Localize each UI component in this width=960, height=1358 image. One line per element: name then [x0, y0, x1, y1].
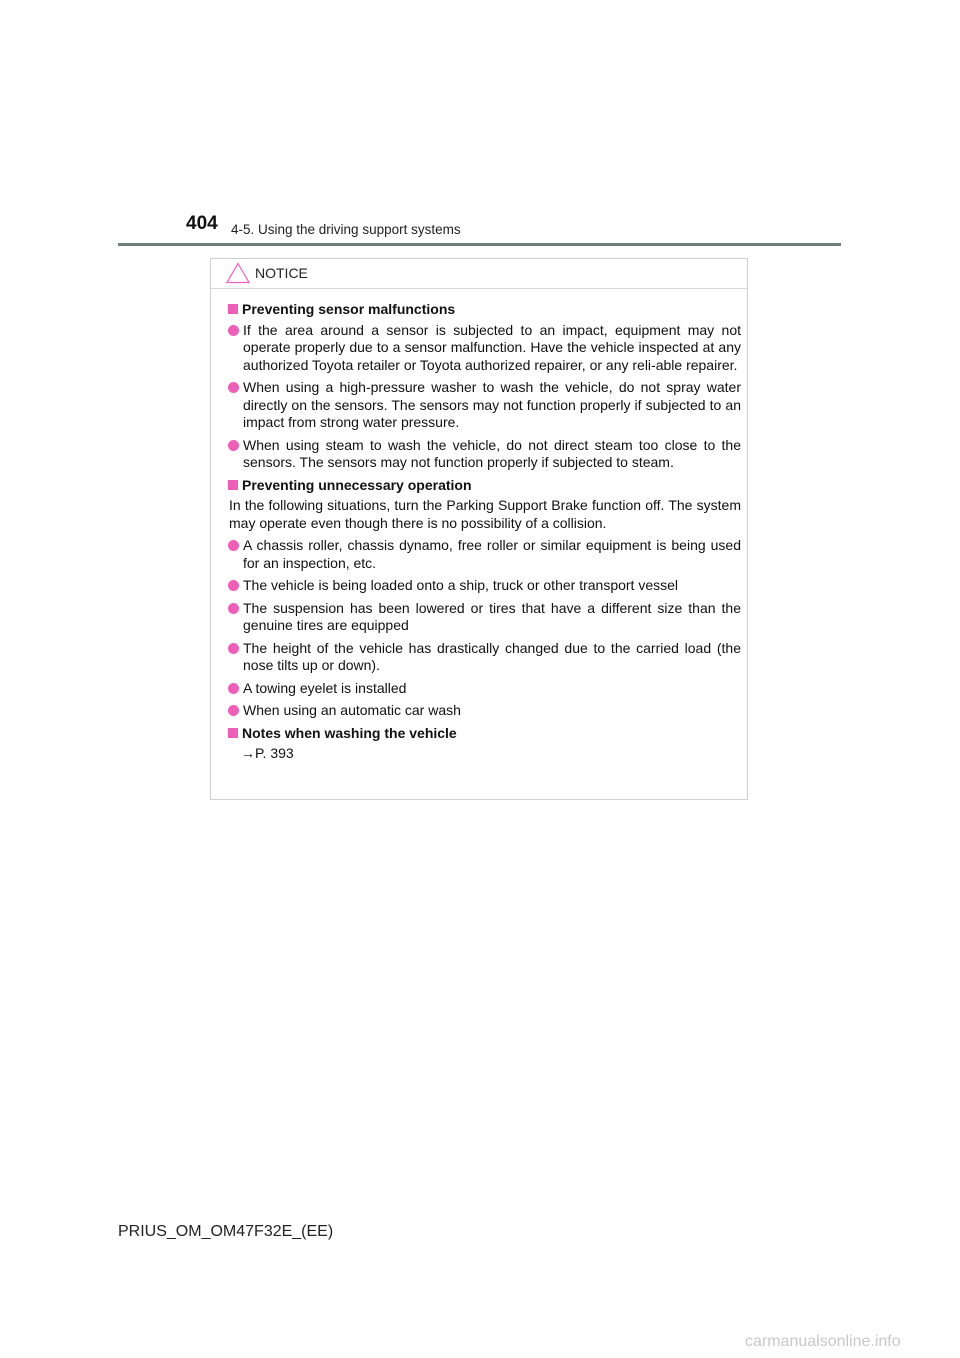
circle-bullet-icon: [228, 382, 239, 393]
circle-bullet-icon: [228, 325, 239, 336]
notice-body: [211, 289, 747, 763]
circle-bullet-icon: [228, 580, 239, 591]
page-number: 404: [186, 213, 218, 234]
section-heading: Preventing unnecessary operation: [227, 477, 741, 495]
list-item: If the area around a sensor is subjected to an impact, equipment may not operate properly due to a sensor malfunction. Have the vehicle inspected at any authorized Toyota retailer or Toyota authorized repairer, or any reli-able repairer.: [227, 322, 741, 375]
header-rule: [118, 243, 841, 246]
circle-bullet-icon: [228, 440, 239, 451]
list-item: The vehicle is being loaded onto a ship, truck or other transport vessel: [227, 577, 741, 595]
section-paragraph: In the following situations, turn the Parking Support Brake function off. The system may operate even though there is no possibility of a collision.: [229, 497, 741, 531]
notice-header: [211, 259, 747, 289]
section-heading: Notes when washing the vehicle: [227, 725, 741, 743]
circle-bullet-icon: [228, 643, 239, 654]
list-item: A towing eyelet is installed: [227, 680, 741, 698]
list-item: When using an automatic car wash: [227, 702, 741, 720]
square-bullet-icon: [228, 728, 238, 738]
list-item: When using steam to wash the vehicle, do not direct steam too close to the sensors. The sensors may not function properly if subjected to steam.: [227, 437, 741, 472]
notice-box: [210, 258, 748, 800]
section-heading: Preventing sensor malfunctions: [227, 301, 741, 319]
square-bullet-icon: [228, 304, 238, 314]
square-bullet-icon: [228, 480, 238, 490]
notice-label: NOTICE: [255, 265, 308, 281]
circle-bullet-icon: [228, 683, 239, 694]
circle-bullet-icon: [228, 705, 239, 716]
model-code: PRIUS_OM_OM47F32E_(EE): [118, 1223, 334, 1240]
list-item: When using a high-pressure washer to wash the vehicle, do not spray water directly on the sensors. The sensors may not function properly if subjected to an impact from strong water pressure.: [227, 379, 741, 432]
list-item: The height of the vehicle has drastically changed due to the carried load (the nose tilts up or down).: [227, 640, 741, 675]
warning-triangle-icon: [226, 262, 250, 284]
circle-bullet-icon: [228, 603, 239, 614]
list-item: A chassis roller, chassis dynamo, free roller or similar equipment is being used for an inspection, etc.: [227, 537, 741, 572]
section-title: 4-5. Using the driving support systems: [231, 222, 461, 237]
list-item: The suspension has been lowered or tires that have a different size than the genuine tires are equipped: [227, 600, 741, 635]
watermark-link[interactable]: carmanualsonline.info: [745, 1333, 901, 1350]
page-reference: →P. 393: [241, 745, 294, 761]
circle-bullet-icon: [228, 540, 239, 551]
